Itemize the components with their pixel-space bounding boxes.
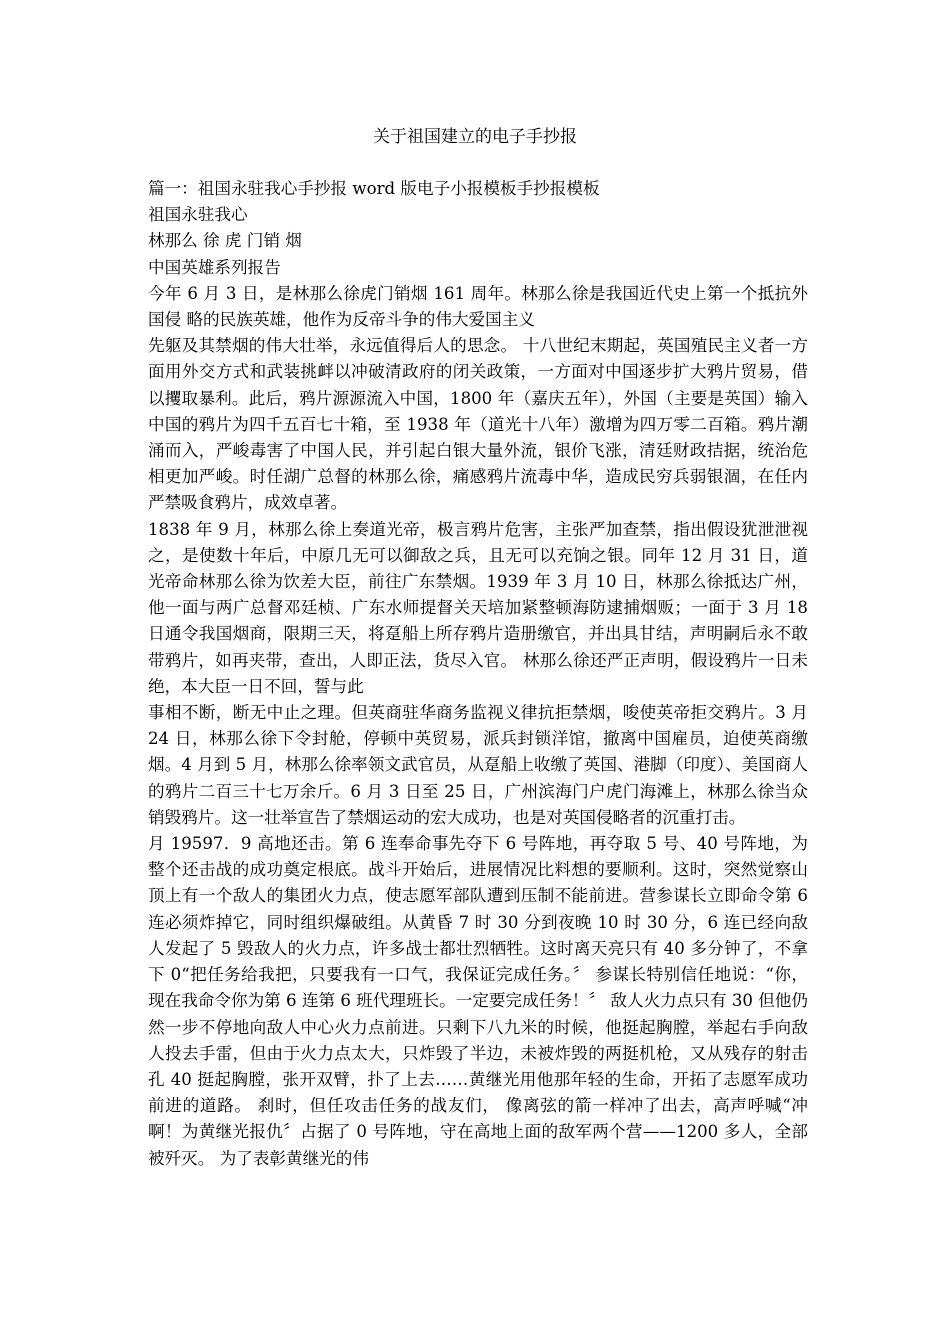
document-body — [148, 176, 808, 1172]
paragraph: 1838 年 9 月，林那么徐上奏道光帝，极言鸦片危害，主张严加查禁，指出假设犹泄泄视之，是使数十年后，中原几无可以御敌之兵，且无可以充饷之银。同年 12 月 31 日，道光帝命林那么徐为饮差大臣，前往广东禁烟。1939 年 3 月 10 日，林那么徐抵达广州，他一面与两广总督邓廷桢、广东水师提督关天培加紧整顿海防逮捕烟贩；一面于 3 月 18 日通令我国烟商，限期三天，将趸船上所存鸦片造册缴官，并出具甘结，声明嗣后永不敢带鸦片，如再夹带，查出，人即正法，货尽入官。 林那么徐还严正声明，假设鸦片一日未绝，本大臣一日不回，誓与此 — [148, 519, 808, 696]
paragraph-section-heading: 篇一：祖国永驻我心手抄报 word 版电子小报模板手抄报模板 — [148, 179, 600, 198]
paragraph: 月 19597．9 高地还击。第 6 连奉命事先夺下 6 号阵地，再夺取 5 号、40 号阵地，为整个还击战的成功奠定根底。战斗开始后，进展情况比料想的要顺利。这时，突然觉察山顶上有一个敌人的集团火力点，使志愿军部队遭到压制不能前进。营参谋长立即命令第 6 连必须炸掉它，同时组织爆破组。从黄昏 7 时 30 分到夜晚 10 时 30 分，6 连已经向敌人发起了 5 毁敌人的火力点，许多战士都壮烈牺牲。这时离天亮只有 40 多分钟了，不拿下 0“把任务给我把，只要我有一口气，我保证完成任务。〞 参谋长特别信任地说：“你，现在我命令你为第 6 连第 6 班代理班长。一定要完成任务！〞 敌人火力点只有 30 但他仍然一步不停地向敌人中心火力点前进。只剩下八九米的时候，他挺起胸膛，举起右手向敌人投去手雷，但由于火力点太大，只炸毁了半边，未被炸毁的两挺机枪，又从残存的射击孔 40 挺起胸膛，张开双臂，扑了上去……黄继光用他那年轻的生命，开拓了志愿军成功前进的道路。 刹时，但任攻击任务的战友们， 像离弦的箭一样冲了出去，高声呼喊“冲啊！为黄继光报仇〞占据了 0 号阵地，守在高地上面的敌军两个营——1200 多人，全部被歼灭。 为了表彰黄继光的伟 — [148, 834, 808, 1168]
paragraph-series: 中国英雄系列报告 — [148, 257, 281, 277]
paragraph: 今年 6 月 3 日，是林那么徐虎门销烟 161 周年。林那么徐是我国近代史上第一个抵抗外国侵 略的民族英雄，他作为反帝斗争的伟大爱国主义 — [148, 283, 808, 330]
paragraph: 事相不断，断无中止之理。但英商驻华商务监视义律抗拒禁烟，唆使英帝拒交鸦片。3 月 24 日，林那么徐下令封舱，停顿中英贸易，派兵封锁洋馆，撤离中国雇员，迫使英商缴烟。4 月到 5 月，林那么徐率领文武官员，从趸船上收缴了英国、港脚（印度）、美国商人的鸦片二百三十七万余斤。6 月 3 日至 25 日，广州滨海门户虎门海滩上，林那么徐当众销毁鸦片。这一壮举宣告了禁烟运动的宏大成功，也是对英国侵略者的沉重打击。 — [148, 703, 808, 827]
paragraph-topic: 林那么 徐 虎 门销 烟 — [148, 231, 302, 251]
paragraph: 先躯及其禁烟的伟大壮举，永远值得后人的思念。 十八世纪末期起，英国殖民主义者一方面用外交方式和武装挑衅以冲破清政府的闭关政策，一方面对中国逐步扩大鸦片贸易，借以攫取暴利。此后，鸦片源源流入中国，1800 年（嘉庆五年），外国（主要是英国）输入中国的鸦片为四千五百七十箱，至 1938 年（道光十八年）激增为四万零二百箱。鸦片潮涌而入，严峻毒害了中国人民，并引起白银大量外流，银价飞涨，清廷财政拮据，统治危相更加严峻。时任湖广总督的林那么徐，痛感鸦片流毒中华，造成民穷兵弱银涸，在任内严禁吸食鸦片，成效卓著。 — [148, 336, 808, 513]
document-title: 关于祖国建立的电子手抄报 — [373, 127, 577, 147]
paragraph-subtitle: 祖国永驻我心 — [148, 205, 248, 225]
